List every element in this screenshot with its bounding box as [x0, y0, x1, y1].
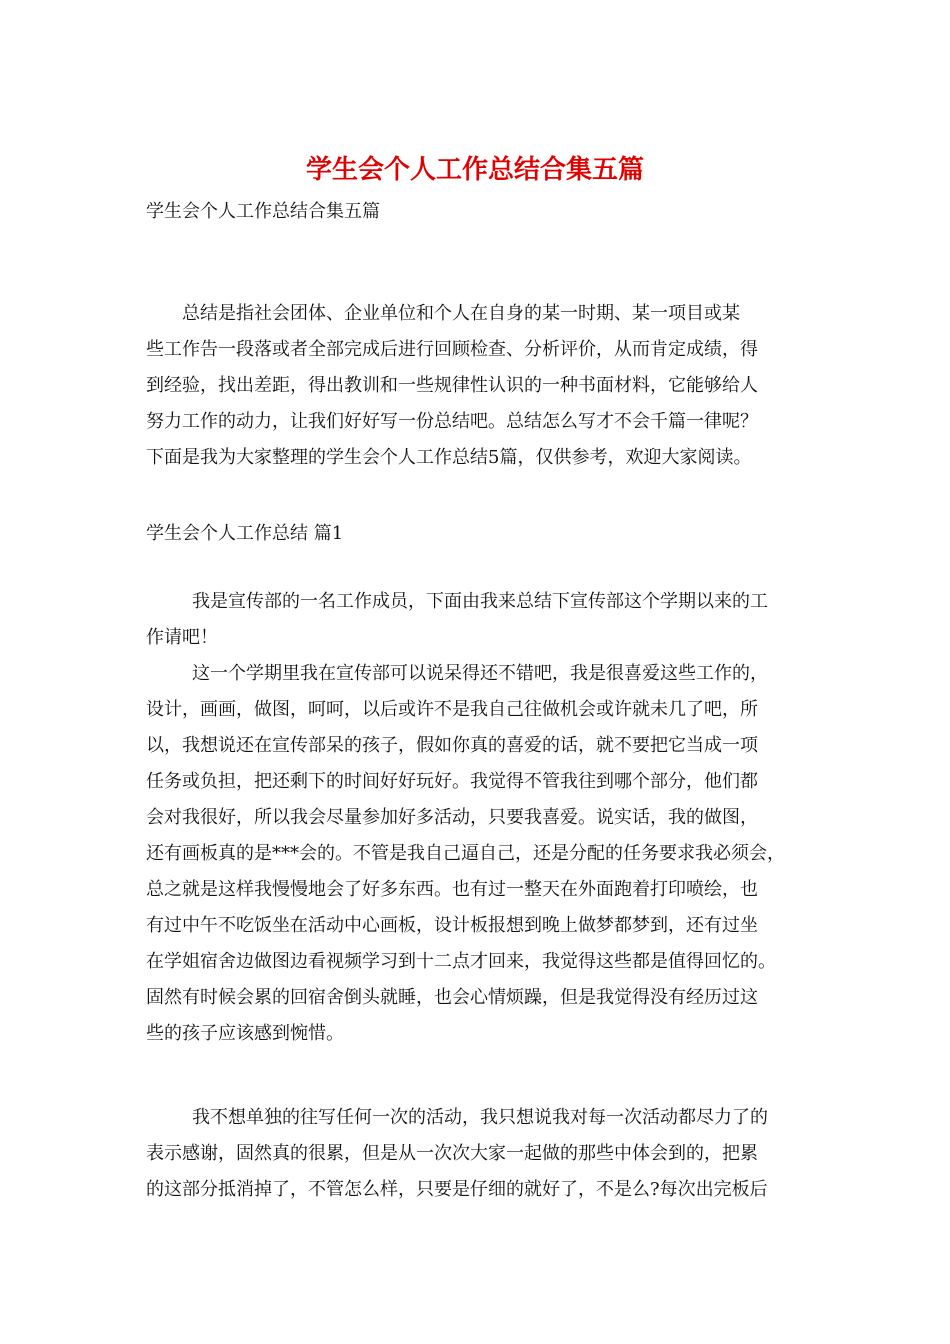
body-paragraph-2	[146, 656, 816, 1052]
intro-line: 下面是我为大家整理的学生会个人工作总结5篇，仅供参考，欢迎大家阅读。	[146, 447, 752, 468]
body-line: 固然有时候会累的回宿舍倒头就睡，也会心情烦躁，但是我觉得没有经历过这	[146, 987, 758, 1008]
body-line: 会对我很好，所以我会尽量参加好多活动，只要我喜爱。说实话，我的做图，	[146, 807, 758, 828]
document-subtitle: 学生会个人工作总结合集五篇	[146, 201, 380, 222]
intro-line: 到经验，找出差距，得出教训和一些规律性认识的一种书面材料，它能够给人	[146, 375, 758, 396]
body-line: 任务或负担，把还剩下的时间好好玩好。我觉得不管我往到哪个部分，他们都	[146, 771, 758, 792]
body-line: 些的孩子应该感到惋惜。	[146, 1023, 344, 1044]
intro-line: 努力工作的动力，让我们好好写一份总结吧。总结怎么写才不会千篇一律呢？	[146, 411, 758, 432]
intro-line: 总结是指社会团体、企业单位和个人在自身的某一时期、某一项目或某	[182, 303, 740, 324]
intro-line: 些工作告一段落或者全部完成后进行回顾检查、分析评价，从而肯定成绩，得	[146, 339, 758, 360]
body-paragraph-3	[146, 1100, 816, 1208]
body-line: 在学姐宿舍边做图边看视频学习到十二点才回来，我觉得这些都是值得回忆的。	[146, 951, 776, 972]
body-line: 表示感谢，固然真的很累，但是从一次次大家一起做的那些中体会到的，把累	[146, 1143, 758, 1164]
section-heading: 学生会个人工作总结 篇1	[146, 523, 344, 544]
body-line: 还有画板真的是***会的。不管是我自己逼自己，还是分配的任务要求我必须会，	[146, 843, 785, 864]
body-line: 我不想单独的往写任何一次的活动，我只想说我对每一次活动都尽力了的	[192, 1107, 768, 1128]
body-line: 总之就是这样我慢慢地会了好多东西。也有过一整天在外面跑着打印喷绘，也	[146, 879, 758, 900]
body-paragraph-1	[146, 584, 816, 656]
body-line: 有过中午不吃饭坐在活动中心画板，设计板报想到晚上做梦都梦到，还有过坐	[146, 915, 758, 936]
body-line: 这一个学期里我在宣传部可以说呆得还不错吧，我是很喜爱这些工作的，	[192, 663, 768, 684]
body-line: 设计，画画，做图，呵呵，以后或许不是我自己往做机会或许就未几了吧，所	[146, 699, 758, 720]
body-line: 以，我想说还在宣传部呆的孩子，假如你真的喜爱的话，就不要把它当成一项	[146, 735, 758, 756]
body-line: 作请吧！	[146, 627, 218, 648]
body-line: 的这部分抵消掉了，不管怎么样，只要是仔细的就好了，不是么?每次出完板后	[146, 1179, 768, 1200]
intro-paragraph	[146, 296, 816, 476]
document-title: 学生会个人工作总结合集五篇	[305, 155, 644, 185]
body-line: 我是宣传部的一名工作成员，下面由我来总结下宣传部这个学期以来的工	[192, 591, 768, 612]
